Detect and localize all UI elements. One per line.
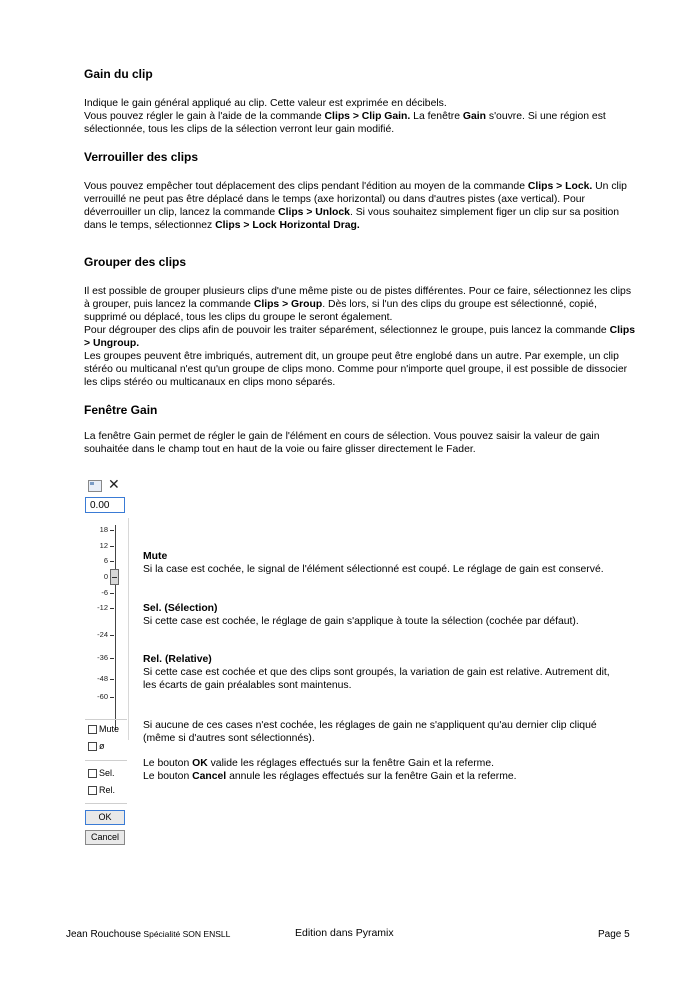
fader-scale-tick: 6 bbox=[88, 557, 108, 565]
fader-scale-tick: -24 bbox=[88, 631, 108, 639]
rel-checkbox-box[interactable] bbox=[88, 786, 97, 795]
sel-checkbox-box[interactable] bbox=[88, 769, 97, 778]
paragraph-verrouiller: Vous pouvez empêcher tout déplacement des clips pendant l'édition au moyen de la commande Clips > Lock. Un clip verrouillé ne peut pas être déplacé dans le temps (axe horizontal) ou dans d'autres pistes (axe vertical). Pour déverrouiller un clip, lancez la commande Clips > Unlock. Si vous souhaitez simplement figer un clip sur sa position dans le temps, sélectionnez Clips > Lock Horizontal Drag. bbox=[84, 181, 627, 231]
sel-description: Sel. (Sélection) Si cette case est cochée, le réglage de gain s'applique à toute la sélection (cochée par défaut). bbox=[143, 603, 579, 627]
buttons-description: Le bouton OK valide les réglages effectués sur la fenêtre Gain et la referme. Le bouton Cancel annule les réglages effectués sur la fenêtre Gain et la referme. bbox=[143, 758, 517, 782]
footer-author: Jean Rouchouse Spécialité SON ENSLL bbox=[66, 929, 231, 940]
page-number: Page 5 bbox=[598, 929, 630, 940]
fader-track[interactable] bbox=[115, 525, 116, 730]
fader-handle[interactable] bbox=[110, 569, 119, 585]
fader-scale-tick: 18 bbox=[88, 526, 108, 534]
fader-scale-tick: -6 bbox=[88, 589, 108, 597]
mute-checkbox-box[interactable] bbox=[88, 725, 97, 734]
sel-checkbox[interactable]: Sel. bbox=[88, 768, 115, 779]
divider bbox=[85, 760, 127, 761]
rel-checkbox[interactable]: Rel. bbox=[88, 785, 115, 796]
footer-title: Edition dans Pyramix bbox=[295, 927, 394, 939]
rel-description: Rel. (Relative) Si cette case est cochée et que des clips sont groupés, la variation de gain est relative. Autrement dit, les écarts de gain préalables sont maintenus. bbox=[143, 654, 610, 691]
heading-grouper: Grouper des clips bbox=[84, 255, 187, 269]
paragraph-grouper: Il est possible de grouper plusieurs clips d'une même piste ou de pistes différentes. Pour ce faire, sélectionnez les clips à grouper, puis lancez la commande Clips > Group. Dès lors, si l'un des clips du groupe est sélectionné, copié, supprimé ou déplacé, tous les clips du groupe le seront également. Pour dégrouper des clips afin de pouvoir les traiter séparément, sélectionnez le groupe, puis lancez la commande Clips > Ungroup. Les groupes peuvent être imbriqués, autrement dit, un groupe peut être englobé dans un autre. Par exemple, un clip stéréo ou multicanal n'est qu'un groupe de clips mono. Comme pour n'importe quel groupe, il est possible de dissocier les clips stéréo ou multicanaux en clips mono séparés. bbox=[84, 286, 636, 388]
fader-scale-tick: 12 bbox=[88, 542, 108, 550]
phase-checkbox-box[interactable] bbox=[88, 742, 97, 751]
paragraph-gain-du-clip: Indique le gain général appliqué au clip. Cette valeur est exprimée en décibels. Vous pouvez régler le gain à l'aide de la commande Clips > Clip Gain. La fenêtre Gain s'ouvre. Si une région est sélectionnée, tous les clips de la sélection verront leur gain modifié. bbox=[84, 98, 606, 135]
mute-description: Mute Si la case est cochée, le signal de l'élément sélectionné est coupé. Le réglage de gain est conservé. bbox=[143, 551, 604, 575]
fader-scale-tick: -36 bbox=[88, 654, 108, 662]
paragraph-fenetre-gain: La fenêtre Gain permet de régler le gain de l'élément en cours de sélection. Vous pouvez saisir la valeur de gain souhaitée dans le champ tout en haut de la voie ou faire glisser directement le Fader. bbox=[84, 431, 600, 455]
fader-scale-tick: -48 bbox=[88, 675, 108, 683]
window-icon bbox=[88, 480, 102, 492]
cancel-button[interactable]: Cancel bbox=[85, 830, 125, 845]
gain-value-input[interactable]: 0.00 bbox=[85, 497, 125, 513]
mute-checkbox[interactable]: Mute bbox=[88, 724, 119, 735]
fader bbox=[84, 518, 129, 740]
heading-gain-du-clip: Gain du clip bbox=[84, 67, 153, 81]
heading-fenetre-gain: Fenêtre Gain bbox=[84, 403, 158, 417]
divider bbox=[85, 803, 127, 804]
phase-checkbox[interactable]: ø bbox=[88, 741, 105, 752]
close-icon[interactable]: ✕ bbox=[108, 476, 120, 492]
fader-scale-tick: -60 bbox=[88, 693, 108, 701]
gain-window bbox=[84, 476, 130, 848]
divider bbox=[85, 719, 127, 720]
fader-scale-tick: 0 bbox=[88, 573, 108, 581]
ok-button[interactable]: OK bbox=[85, 810, 125, 825]
heading-verrouiller: Verrouiller des clips bbox=[84, 150, 199, 164]
none-description: Si aucune de ces cases n'est cochée, les réglages de gain ne s'appliquent qu'au dernier clip cliqué (même si d'autres sont sélectionnés). bbox=[143, 720, 597, 744]
fader-scale-tick: -12 bbox=[88, 604, 108, 612]
